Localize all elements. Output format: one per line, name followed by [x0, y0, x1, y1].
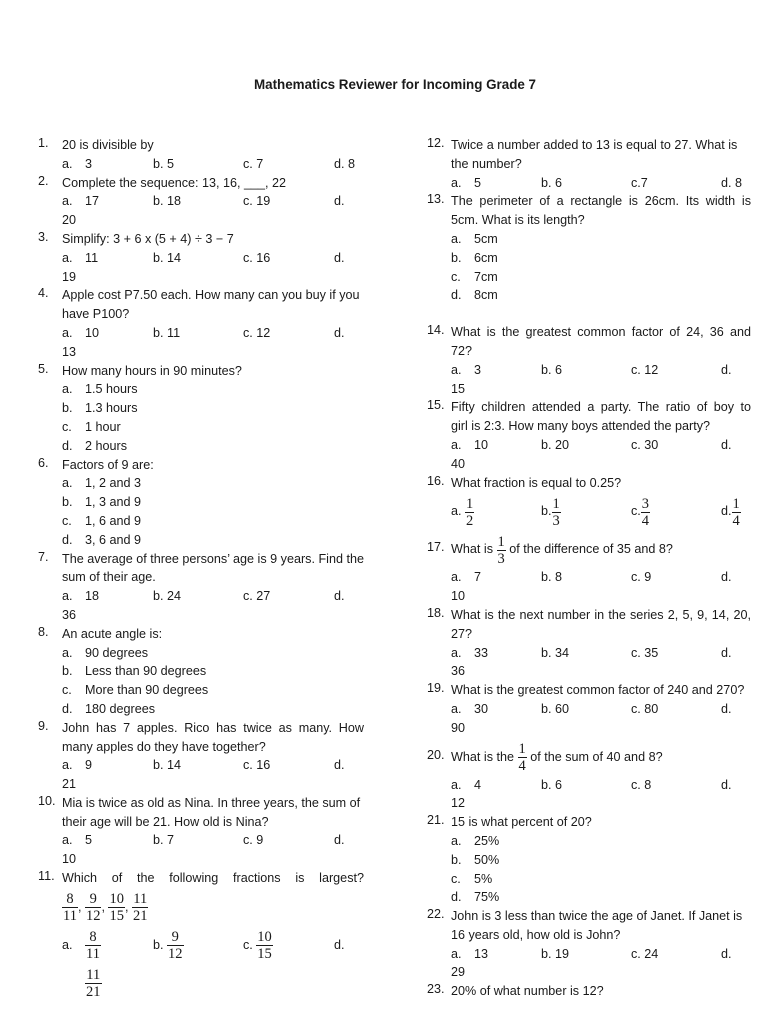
choice-a-label: a. — [451, 362, 462, 377]
separator: , — [124, 899, 129, 914]
choice-text: 5cm — [474, 231, 498, 246]
fraction-list — [62, 888, 364, 926]
right-column — [427, 136, 751, 1001]
choice-a-value: 3 — [474, 362, 482, 377]
choice-d-value: 19 — [62, 269, 77, 284]
choice-b — [62, 493, 364, 512]
choice-d-value: 10 — [451, 589, 466, 604]
question-21 — [427, 813, 751, 907]
separator: , — [77, 899, 82, 914]
choice-b: b. 5 — [153, 156, 175, 171]
choice-label: d. — [451, 288, 462, 303]
choice-d-value-row — [451, 794, 751, 813]
choice-text: 1, 2 and 3 — [85, 476, 142, 491]
question-text-line-2: 72? — [451, 343, 473, 358]
fraction: $\frac{9}{12}$ — [85, 891, 101, 925]
choice-a-value: 10 — [85, 325, 100, 340]
question-16 — [427, 474, 751, 531]
choice-text: 2 hours — [85, 438, 128, 453]
choice-label: d. — [62, 438, 73, 453]
choices — [62, 155, 364, 174]
choice-d-value: 90 — [451, 720, 466, 735]
choice-text: 8cm — [474, 288, 498, 303]
question-5 — [38, 362, 364, 456]
question-15 — [427, 398, 751, 473]
choice-c: c. 12 — [631, 362, 659, 377]
question-text-line-2: sum of their age. — [62, 570, 156, 585]
choice-d-value: 10 — [62, 852, 77, 867]
choice-b: b. 19 — [541, 946, 570, 961]
question-number: 4. — [38, 286, 49, 301]
choice-text: 5% — [474, 871, 493, 886]
choice-c: c. 16 — [243, 250, 271, 265]
choice-a: a. $\frac{1}{2}$ — [451, 495, 474, 529]
choices — [451, 492, 751, 530]
question-text-line-1: What is the next number in the series 2, 5, 9, 14, 20, — [451, 607, 751, 622]
question-number: 17. — [427, 540, 445, 555]
question-text: An acute angle is: — [62, 626, 163, 641]
choice-a-label: a. — [62, 758, 73, 773]
choice-b — [451, 249, 751, 268]
question-text-line-1: Apple cost P7.50 each. How many can you buy if you — [62, 288, 360, 303]
question-number: 14. — [427, 323, 445, 338]
choice-a-value: 18 — [85, 589, 100, 604]
question-text: 15 is what percent of 20? — [451, 815, 592, 830]
choice-d-value: 12 — [451, 796, 466, 811]
choices — [62, 324, 364, 343]
question-text: Complete the sequence: 13, 16, ___, 22 — [62, 175, 287, 190]
question-13 — [427, 192, 751, 305]
choice-d-label: d. — [334, 194, 345, 209]
choices — [451, 436, 751, 455]
choice-label: c. — [62, 683, 72, 698]
choice-text: 25% — [474, 833, 500, 848]
question-2 — [38, 174, 364, 230]
choices — [451, 776, 751, 795]
choice-c: c. $\frac{3}{4}$ — [631, 495, 650, 529]
choice-d — [62, 700, 364, 719]
question-text-line-2: their age will be 21. How old is Nina? — [62, 814, 269, 829]
choice-text: 1.5 hours — [85, 382, 138, 397]
question-text-line-2: the number? — [451, 156, 522, 171]
choice-c — [451, 268, 751, 287]
choice-d-value-row — [62, 850, 364, 869]
question-4 — [38, 286, 364, 361]
choice-a-value: $\frac{8}{11}$ — [86, 929, 100, 963]
choice-c: c. 80 — [631, 701, 659, 716]
choice-text: 1, 6 and 9 — [85, 513, 142, 528]
choice-a-label: a. — [62, 156, 73, 171]
choice-text: 180 degrees — [85, 701, 156, 716]
choice-a-label: a. — [62, 194, 73, 209]
choices — [451, 945, 751, 964]
choice-b: b. $\frac{1}{3}$ — [541, 495, 560, 529]
choice-c: c. 30 — [631, 437, 659, 452]
choice-a-label: a. — [451, 175, 462, 190]
choice-d-value-row — [451, 380, 751, 399]
question-text-line-1: John is 3 less than twice the age of Janet. If Janet is — [451, 909, 743, 924]
question-text-line-2: 16 years old, how old is John? — [451, 927, 621, 942]
choice-text: 1, 3 and 9 — [85, 495, 142, 510]
choice-c: c. 16 — [243, 758, 271, 773]
question-number: 18. — [427, 605, 445, 620]
choice-label: d. — [62, 532, 73, 547]
question-12 — [427, 136, 751, 192]
choices — [451, 644, 751, 663]
choice-d-value-row — [62, 606, 364, 625]
choice-d-value: 29 — [451, 965, 466, 980]
choice-d — [62, 437, 364, 456]
choice-a-label: a. — [62, 833, 73, 848]
question-number: 19. — [427, 681, 445, 696]
question-number: 22. — [427, 907, 445, 922]
choice-a-label: a. — [451, 437, 462, 452]
choice-label: a. — [62, 382, 73, 397]
choice-d-label: d. — [721, 777, 732, 792]
choice-b: b. 11 — [153, 325, 181, 340]
question-text-line-1: John has 7 apples. Rico has twice as many. How — [62, 720, 364, 735]
choice-text: 6cm — [474, 250, 498, 265]
choice-d-label: d. — [721, 570, 732, 585]
question-text-line-2: 27? — [451, 626, 473, 641]
choice-a — [62, 644, 364, 663]
question-8 — [38, 625, 364, 719]
choice-text: More than 90 degrees — [85, 683, 209, 698]
choice-a-label: a. — [62, 325, 73, 340]
choice-d-value-row — [62, 211, 364, 230]
choice-d-label: d. — [334, 758, 345, 773]
spacer — [427, 305, 751, 323]
choice-b: b. 14 — [153, 758, 182, 773]
question-number: 21. — [427, 813, 445, 828]
choice-d-value-row — [451, 719, 751, 738]
question-number: 10. — [38, 793, 56, 808]
choice-d: d. 8 — [334, 156, 356, 171]
choice-d-value: 36 — [451, 664, 466, 679]
choice-a-label: a. — [451, 645, 462, 660]
choice-a — [62, 474, 364, 493]
choice-label: a. — [62, 476, 73, 491]
choice-a-value: 11 — [85, 250, 99, 265]
choice-b — [451, 851, 751, 870]
choice-d-value-row — [451, 963, 751, 982]
choice-d-label: d. — [721, 437, 732, 452]
choice-c: c. 35 — [631, 645, 659, 660]
choice-c: c. 27 — [243, 589, 271, 604]
choice-d-label: d. — [721, 946, 732, 961]
choice-a-label: a. — [62, 937, 73, 952]
question-number: 2. — [38, 173, 49, 188]
question-text-line-2: 5cm. What is its length? — [451, 213, 585, 228]
choice-b: b. 24 — [153, 589, 182, 604]
question-20 — [427, 738, 751, 814]
question-text-line-1: The average of three persons’ age is 9 years. Find the — [62, 551, 364, 566]
choices — [451, 361, 751, 380]
question-17 — [427, 530, 751, 606]
question-text-line-1: Fifty children attended a party. The ratio of boy to — [451, 400, 751, 415]
question-text: 20 is divisible by — [62, 138, 154, 152]
question-text: Factors of 9 are: — [62, 457, 154, 472]
choice-d-value: $\frac{11}{21}$ — [86, 967, 101, 1001]
choice-d-value: 15 — [451, 381, 466, 396]
choice-c: c. 8 — [631, 777, 652, 792]
choice-b — [62, 399, 364, 418]
choice-d — [62, 531, 364, 550]
choice-b: b. 7 — [153, 833, 175, 848]
choice-b: b. $\frac{9}{12}$ — [153, 929, 183, 963]
question-6 — [38, 456, 364, 550]
fraction: $\frac{8}{11}$ — [63, 891, 77, 925]
question-14 — [427, 323, 751, 398]
choices — [451, 568, 751, 587]
choice-b: b. 14 — [153, 250, 182, 265]
choice-b: b. 34 — [541, 645, 570, 660]
choice-a-label: a. — [62, 589, 73, 604]
question-text-line-2: many apples do they have together? — [62, 739, 266, 754]
left-column — [38, 136, 364, 1002]
question-number: 13. — [427, 192, 445, 207]
choice-c: c. 7 — [243, 156, 264, 171]
choice-c — [62, 418, 364, 437]
choice-label: a. — [451, 231, 462, 246]
choice-label: c. — [451, 871, 461, 886]
choice-d-value: 21 — [62, 777, 77, 792]
choice-b: b. 60 — [541, 701, 570, 716]
question-text: Which of the following fractions is largest? — [62, 871, 364, 886]
choice-b: b. 6 — [541, 175, 563, 190]
question-9 — [38, 719, 364, 794]
choice-text: Less than 90 degrees — [85, 664, 207, 679]
choice-d-value-row — [62, 268, 364, 287]
choice-d: d. 8 — [721, 175, 743, 190]
question-number: 23. — [427, 982, 445, 997]
choice-a-label: a. — [451, 946, 462, 961]
fraction: $\frac{11}{21}$ — [132, 891, 148, 925]
question-number: 12. — [427, 136, 445, 150]
choice-a-label: a. — [62, 250, 73, 265]
choices — [62, 249, 364, 268]
question-number: 5. — [38, 361, 49, 376]
choice-a-value: 9 — [85, 758, 93, 773]
question-22 — [427, 907, 751, 982]
choice-b: b. 20 — [541, 437, 570, 452]
choice-text: 3, 6 and 9 — [85, 532, 142, 547]
choice-c: c.7 — [631, 175, 648, 190]
question-text: Simplify: 3 + 6 x (5 + 4) ÷ 3 − 7 — [62, 231, 234, 246]
choice-c — [62, 512, 364, 531]
choice-d — [451, 888, 751, 907]
choices — [451, 174, 751, 193]
choice-text: 7cm — [474, 269, 498, 284]
choice-label: b. — [451, 250, 462, 265]
question-number: 15. — [427, 398, 445, 413]
choice-d — [451, 286, 751, 305]
choice-d-label: d. — [721, 645, 732, 660]
choice-c: c. 9 — [243, 833, 264, 848]
choices — [451, 700, 751, 719]
choices — [62, 192, 364, 211]
choice-a — [451, 230, 751, 249]
choice-label: c. — [451, 269, 461, 284]
choice-d-value-row — [62, 343, 364, 362]
choice-d-label: d. — [334, 325, 345, 340]
choice-text: 75% — [474, 890, 500, 905]
choices — [62, 926, 364, 964]
choice-c: c. $\frac{10}{15}$ — [243, 929, 272, 963]
question-number: 20. — [427, 747, 445, 762]
question-text-line-2: girl is 2:3. How many boys attended the party? — [451, 419, 711, 434]
choice-d-label: d. — [334, 937, 345, 952]
choice-text: 1 hour — [85, 419, 121, 434]
choice-a-label: a. — [451, 570, 462, 585]
choice-a-value: 3 — [85, 156, 93, 171]
choice-b: b. 6 — [541, 777, 563, 792]
choice-b: b. 18 — [153, 194, 182, 209]
question-text: How many hours in 90 minutes? — [62, 363, 242, 378]
choice-a-value: 30 — [474, 701, 489, 716]
choice-d-label: d. — [334, 589, 345, 604]
question-7 — [38, 550, 364, 625]
choice-d-value-row — [451, 587, 751, 606]
choice-a-value: 5 — [85, 833, 93, 848]
question-number: 8. — [38, 624, 49, 639]
question-number: 16. — [427, 473, 445, 488]
question-18 — [427, 606, 751, 681]
choice-d-label: d. — [721, 362, 732, 377]
choice-a — [451, 832, 751, 851]
question-text: What fraction is equal to 0.25? — [451, 475, 622, 490]
question-3 — [38, 230, 364, 286]
choice-c: c. 12 — [243, 325, 271, 340]
choice-d-label: d. — [334, 833, 345, 848]
choice-a-value: 33 — [474, 645, 489, 660]
choice-text: 1.3 hours — [85, 401, 138, 416]
choice-label: b. — [451, 852, 462, 867]
question-text-line-1: What is the greatest common factor of 24, 36 and — [451, 325, 751, 340]
choice-a-label: a. — [451, 777, 462, 792]
choice-d-value: 20 — [62, 213, 77, 228]
choice-a-value: 7 — [474, 570, 482, 585]
choice-label: d. — [62, 701, 73, 716]
page-title: Mathematics Reviewer for Incoming Grade 7 — [253, 77, 537, 92]
question-1 — [38, 136, 364, 174]
fraction: $\frac{10}{15}$ — [109, 891, 124, 925]
choice-a-value: 13 — [474, 946, 489, 961]
choice-c — [451, 870, 751, 889]
choice-a-value: 4 — [474, 777, 482, 792]
question-number: 9. — [38, 718, 49, 733]
question-text-line-1: Twice a number added to 13 is equal to 27. What is — [451, 138, 738, 152]
choice-d: d. $\frac{1}{4}$ — [721, 495, 740, 529]
choice-b: b. 8 — [541, 570, 563, 585]
choice-b: b. 6 — [541, 362, 563, 377]
choice-label: a. — [451, 833, 462, 848]
choice-label: b. — [62, 401, 73, 416]
choice-d-value: 40 — [451, 456, 466, 471]
choice-b — [62, 662, 364, 681]
question-number: 3. — [38, 229, 49, 244]
question-number: 1. — [38, 136, 49, 150]
choices — [62, 831, 364, 850]
fraction: $\frac{1}{3}$ — [497, 533, 505, 567]
question-text: What is $\frac{1}{3}$ of the difference of 35 and 8? — [451, 533, 673, 567]
question-text-line-1: The perimeter of a rectangle is 26cm. Its width is — [451, 194, 751, 209]
question-number: 7. — [38, 549, 49, 564]
choice-c: c. 19 — [243, 194, 271, 209]
choice-label: b. — [62, 495, 73, 510]
question-text: What is the greatest common factor of 240 and 270? — [451, 683, 745, 698]
question-23 — [427, 982, 751, 1001]
question-number: 11. — [38, 869, 55, 884]
choice-text: 90 degrees — [85, 645, 149, 660]
choice-a-label: a. — [451, 701, 462, 716]
choice-a-value: 5 — [474, 175, 482, 190]
choice-label: c. — [62, 419, 72, 434]
question-19 — [427, 681, 751, 737]
choice-d-value-row — [451, 455, 751, 474]
question-text-line-2: have P100? — [62, 307, 130, 322]
question-text: What is the $\frac{1}{4}$ of the sum of 40 and 8? — [451, 740, 663, 774]
choice-c: c. 9 — [631, 570, 652, 585]
choice-d-value-row — [62, 964, 364, 1002]
choice-d-label: d. — [721, 701, 732, 716]
choice-label: a. — [62, 645, 73, 660]
fraction: $\frac{1}{4}$ — [518, 740, 526, 774]
separator: , — [101, 899, 105, 914]
question-text-line-1: Mia is twice as old as Nina. In three years, the sum of — [62, 795, 361, 810]
choice-d-value-row — [62, 775, 364, 794]
question-11 — [38, 869, 364, 1002]
choice-text: 50% — [474, 852, 500, 867]
choice-label: c. — [62, 513, 72, 528]
choice-d-value: 13 — [62, 344, 77, 359]
choice-a — [62, 380, 364, 399]
question-number: 6. — [38, 455, 49, 470]
choices — [62, 756, 364, 775]
choice-d-value: 36 — [62, 607, 77, 622]
choice-c: c. 24 — [631, 946, 659, 961]
question-text: 20% of what number is 12? — [451, 984, 604, 999]
choice-a-value: 17 — [85, 194, 100, 209]
choice-label: b. — [62, 664, 73, 679]
choice-d-value-row — [451, 662, 751, 681]
question-10 — [38, 794, 364, 869]
choice-label: d. — [451, 890, 462, 905]
choice-d-label: d. — [334, 250, 345, 265]
choices — [62, 587, 364, 606]
choice-c — [62, 681, 364, 700]
choice-a-value: 10 — [474, 437, 489, 452]
